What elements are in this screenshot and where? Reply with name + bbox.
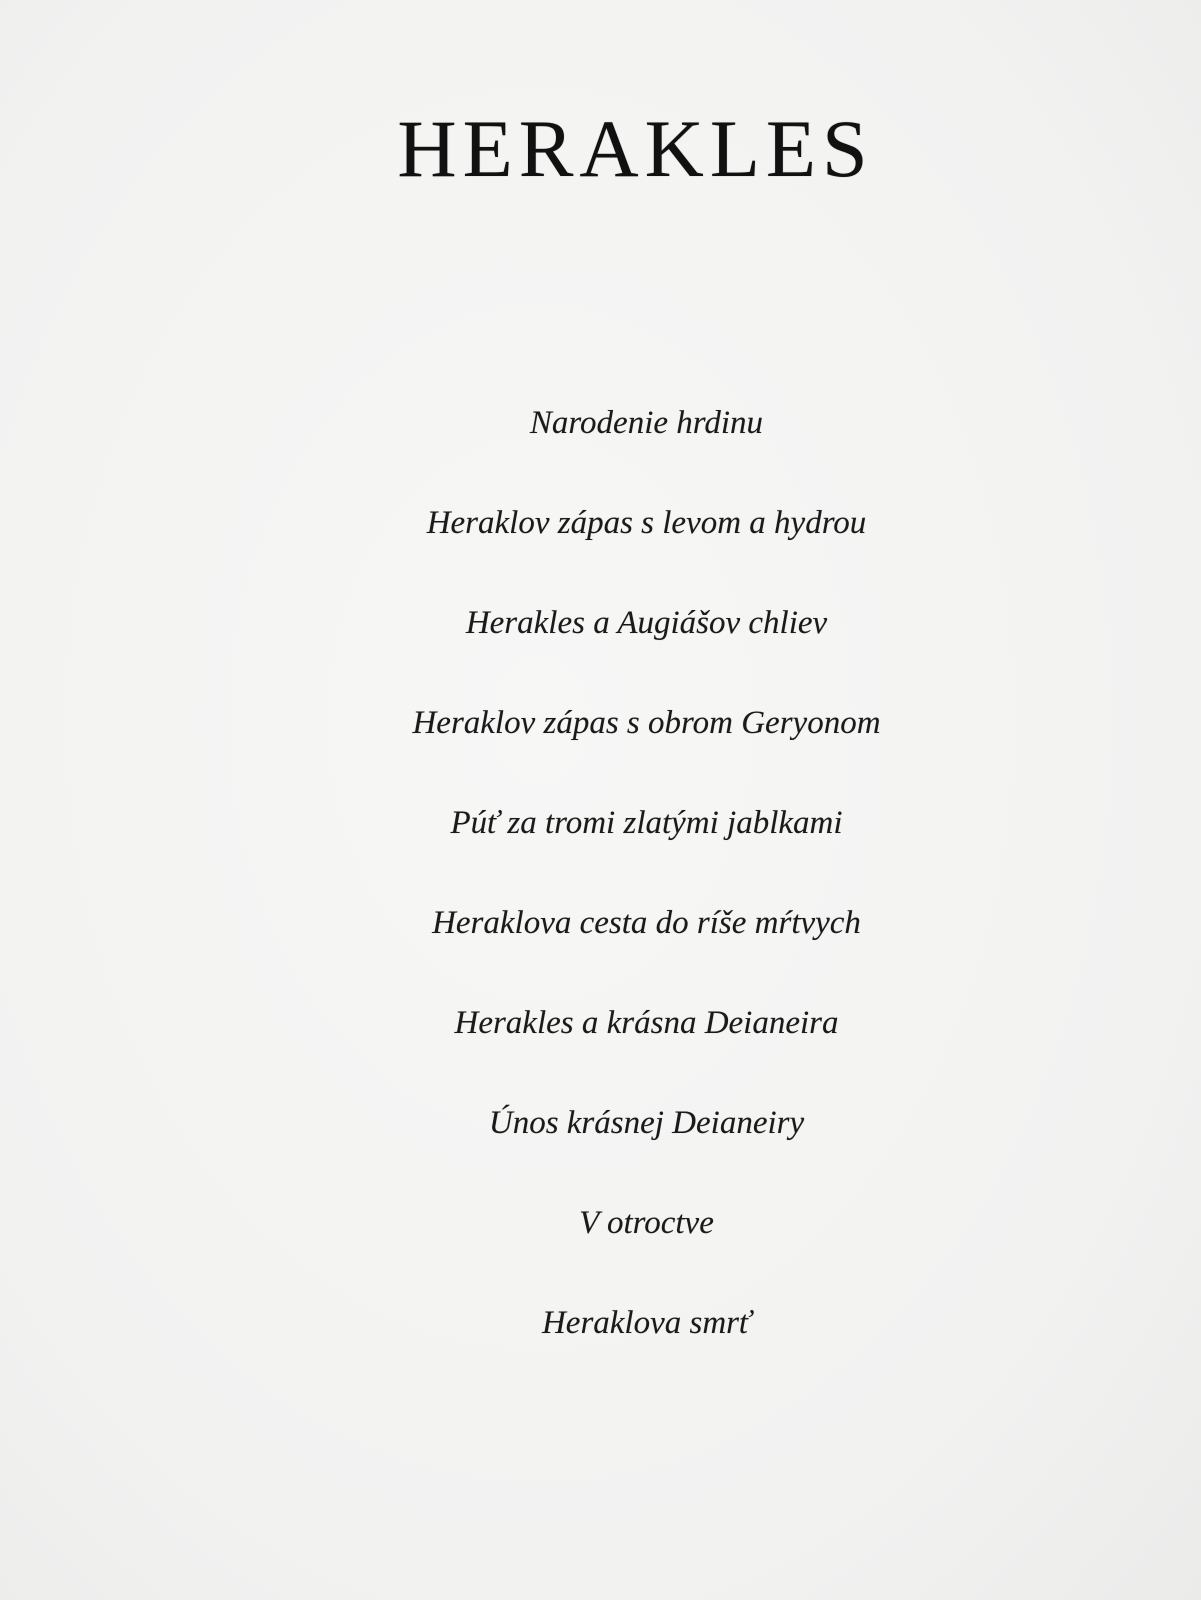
toc-item-6: Heraklova cesta do ríše mŕtvych <box>432 905 861 941</box>
toc-item-4: Heraklov zápas s obrom Geryonom <box>412 705 881 741</box>
toc-item-2: Heraklov zápas s levom a hydrou <box>426 505 867 541</box>
toc-item-10: Heraklova smrť <box>541 1305 752 1341</box>
toc-item-7: Herakles a krásna Deianeira <box>454 1005 839 1041</box>
toc-item-8: Únos krásnej Deianeiry <box>488 1105 805 1141</box>
page-title: HERAKLES <box>397 103 874 194</box>
toc-item-9: V otroctve <box>579 1205 714 1241</box>
toc-item-1: Narodenie hrdinu <box>529 405 764 441</box>
toc-item-5: Púť za tromi zlatými jablkami <box>450 805 843 841</box>
table-of-contents <box>0 397 1201 1397</box>
toc-item-3: Herakles a Augiášov chliev <box>465 605 828 641</box>
